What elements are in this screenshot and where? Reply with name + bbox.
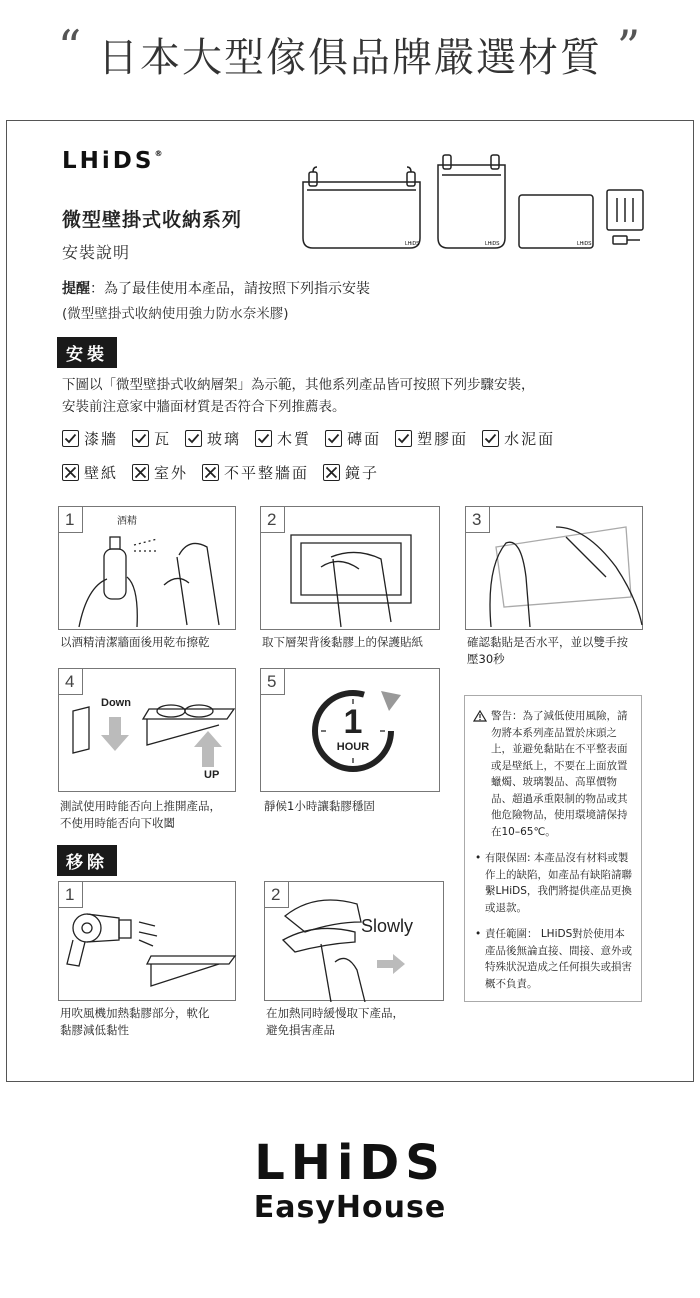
down-label: Down <box>101 697 131 709</box>
remove-step-1-caption-line2: 黏膠減低黏性 <box>60 1023 129 1037</box>
unsuitable-label: 室外 <box>154 464 189 482</box>
suitable-item <box>132 428 171 449</box>
cross-icon <box>132 464 149 481</box>
arrow-right-icon <box>377 954 405 974</box>
product-label-3: LHiDS <box>577 241 592 247</box>
reminder-note: (微型壁掛式收納使用強力防水奈米膠) <box>62 306 289 322</box>
step-5-caption: 靜候1小時讓黏膠穩固 <box>264 799 375 813</box>
step-1-caption: 以酒精清潔牆面後用乾布擦乾 <box>60 635 210 649</box>
remove-backing-illustration <box>261 507 441 631</box>
top-banner <box>0 20 700 83</box>
cross-icon <box>62 464 79 481</box>
arrow-up-icon <box>194 731 222 767</box>
suitable-label: 漆牆 <box>84 430 119 448</box>
suitable-item <box>325 428 381 449</box>
hair-dryer-illustration <box>59 882 237 1002</box>
remove-step-2-caption <box>266 1005 404 1039</box>
remove-step-2-panel <box>264 881 444 1001</box>
footer-brand-sub: EasyHouse <box>253 1190 447 1225</box>
unsuitable-label: 壁紙 <box>84 464 119 482</box>
check-icon <box>132 430 149 447</box>
slowly-label: Slowly <box>361 916 414 936</box>
warning-triangle-icon <box>473 710 487 722</box>
unsuitable-item <box>132 462 188 483</box>
step-2-caption: 取下層架背後黏膠上的保護貼紙 <box>262 635 423 649</box>
step-number: 1 <box>65 885 75 904</box>
suitable-label: 瓦 <box>154 430 172 448</box>
check-icon <box>482 430 499 447</box>
close-quote: ” <box>616 20 643 74</box>
clock-unit: HOUR <box>336 741 370 753</box>
step-4-caption-line1: 測試使用時能否向上推開產品， <box>60 799 221 813</box>
suitable-item <box>255 428 311 449</box>
remove-step-1-caption <box>60 1005 210 1039</box>
warranty-text: 有限保固: 本產品沒有材料或製作上的缺陷，如產品有缺陷請聯繫LHiDS，我們將提供產品更換或退款。 <box>485 852 632 914</box>
spray-alcohol-illustration <box>59 507 237 631</box>
step-3-caption-line1: 確認黏貼是否水平，並以雙手按 <box>467 635 628 649</box>
install-step-4-panel <box>58 668 236 792</box>
wall-pocket-illustration <box>438 155 505 248</box>
step-number: 3 <box>472 510 482 529</box>
install-section-tag: 安裝 <box>57 337 117 368</box>
unsuitable-surfaces <box>62 462 379 483</box>
remove-section-tag: 移除 <box>57 845 117 876</box>
suitable-item <box>482 428 555 449</box>
step-4-caption <box>60 798 221 832</box>
wall-shelf-illustration <box>303 167 420 248</box>
remove-step-2-caption-line1: 在加熱同時緩慢取下產品， <box>266 1006 404 1020</box>
brand-logo <box>62 148 162 174</box>
open-quote: “ <box>57 20 84 74</box>
warning-paragraph <box>475 708 633 840</box>
suitable-label: 水泥面 <box>504 430 556 448</box>
check-icon <box>325 430 342 447</box>
press-hands-illustration <box>466 507 644 631</box>
step-number: 1 <box>65 510 75 529</box>
step-number: 2 <box>267 510 277 529</box>
product-label-2: LHiDS <box>485 241 500 247</box>
unsuitable-label: 不平整牆面 <box>224 464 310 482</box>
cross-icon <box>202 464 219 481</box>
install-step-5-panel <box>260 668 440 792</box>
check-icon <box>255 430 272 447</box>
unsuitable-item <box>202 462 309 483</box>
remove-step-1-caption-line1: 用吹風機加熱黏膠部分，軟化 <box>60 1006 210 1020</box>
reminder <box>62 278 370 298</box>
step-number: 2 <box>271 885 281 904</box>
check-icon <box>185 430 202 447</box>
arrow-down-icon <box>101 717 129 751</box>
intro-line-1: 下圖以「微型壁掛式收納層架」為示範，其他系列產品皆可按照下列步驟安裝， <box>62 377 535 393</box>
banner-title: 日本大型傢俱品牌嚴選材質 <box>98 35 602 81</box>
series-title: 微型壁掛式收納系列 <box>62 209 243 231</box>
step-number: 4 <box>65 672 75 691</box>
remove-step-2-caption-line2: 避免損害產品 <box>266 1023 335 1037</box>
suitable-item <box>62 428 118 449</box>
install-intro <box>62 374 652 418</box>
brand-name: LHiDS <box>62 148 155 174</box>
reminder-label: 提醒 <box>62 281 90 297</box>
product-illustrations <box>295 150 655 260</box>
suitable-label: 玻璃 <box>207 430 242 448</box>
install-step-3-panel <box>465 506 643 630</box>
unsuitable-item <box>323 462 379 483</box>
install-step-1-panel <box>58 506 236 630</box>
suitable-label: 塑膠面 <box>417 430 469 448</box>
unsuitable-label: 鏡子 <box>345 464 380 482</box>
liability-paragraph <box>475 926 633 992</box>
step-3-caption <box>467 634 628 668</box>
suitable-item <box>395 428 468 449</box>
warranty-paragraph <box>475 850 633 916</box>
cross-icon <box>323 464 340 481</box>
step-number: 5 <box>267 672 277 691</box>
check-icon <box>62 430 79 447</box>
footer-brand-logo: LHiDS <box>254 1135 446 1191</box>
install-step-2-panel <box>260 506 440 630</box>
hook-set-illustration <box>607 190 643 244</box>
step-3-caption-line2: 壓30秒 <box>467 652 505 666</box>
install-subtitle: 安裝說明 <box>62 243 131 262</box>
check-icon <box>395 430 412 447</box>
remove-step-1-panel <box>58 881 236 1001</box>
intro-line-2: 安裝前注意家中牆面材質是否符合下列推薦表。 <box>62 399 346 415</box>
notice-box <box>464 695 642 1002</box>
reminder-text: ：為了最佳使用本產品，請按照下列指示安裝 <box>90 281 370 297</box>
suitable-label: 木質 <box>277 430 312 448</box>
clock-number: 1 <box>343 703 363 741</box>
liability-text: 責任範圍： LHiDS對於使用本產品後無論直接、間接、意外或特殊狀況造成之任何損失或損害概不負責。 <box>485 928 632 990</box>
fold-test-illustration <box>59 669 237 793</box>
slow-removal-illustration <box>265 882 445 1002</box>
warning-text: 警告：為了減低使用風險，請勿將本系列產品置於床頭之上，並避免黏貼在不平整表面或是壁紙上，不要在上面放置蠟燭、玻璃製品、高單價物品、超過承重限制的物品或其他危險物品，使用環境請保持在10–65℃。 <box>491 710 628 838</box>
suitable-item <box>185 428 241 449</box>
registered-mark: ® <box>154 149 163 158</box>
suitable-surfaces <box>62 428 555 449</box>
step-4-caption-line2: 不使用時能否向下收闔 <box>60 816 175 830</box>
unsuitable-item <box>62 462 118 483</box>
up-label: UP <box>204 769 220 781</box>
alcohol-label: 酒精 <box>117 516 137 527</box>
suitable-label: 磚面 <box>347 430 382 448</box>
product-label-1: LHiDS <box>405 241 420 247</box>
